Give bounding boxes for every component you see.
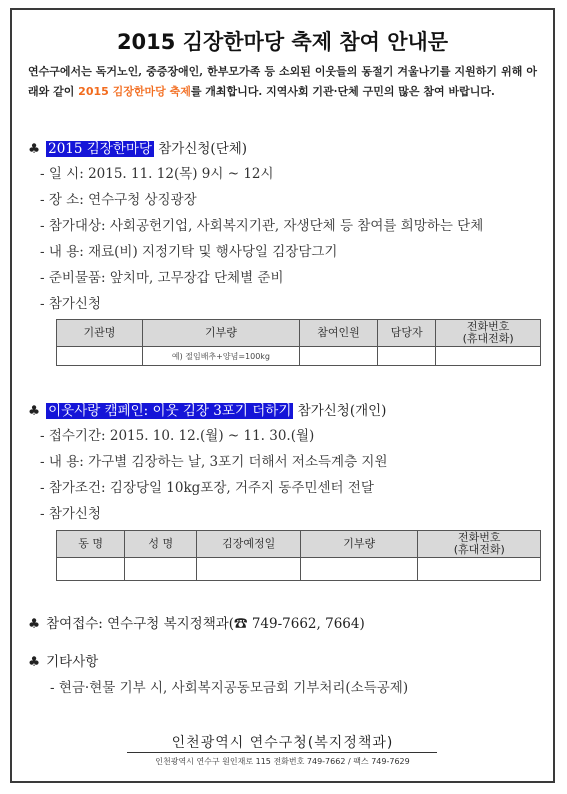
section-1-heading xyxy=(28,137,247,157)
table-cell[interactable] xyxy=(418,558,541,581)
section-2-line-condition: - 참가조건: 김장당일 10kg포장, 거주지 동주민센터 전달 xyxy=(40,480,374,496)
section-2-line-content: - 내 용: 가구별 김장하는 날, 3포기 더해서 저소득계층 지원 xyxy=(40,454,388,470)
section-2-heading xyxy=(28,399,386,419)
intro-text-2: 를 개최합니다. 지역사회 기관·단체 구민의 많은 참여 바랍니다. xyxy=(190,85,495,98)
table-header-cell: 전화번호 (휴대전화) xyxy=(436,320,541,347)
section-1-line-date: - 일 시: 2015. 11. 12(목) 9시 ~ 12시 xyxy=(40,166,274,182)
table-header-row xyxy=(57,531,541,558)
table-cell[interactable] xyxy=(57,347,143,366)
club-bullet-icon: ♣ xyxy=(28,654,41,670)
section-1-line-supplies: - 준비물품: 앞치마, 고무장갑 단체별 준비 xyxy=(40,270,284,286)
table-header-cell: 기부량 xyxy=(301,531,418,558)
intro-paragraph xyxy=(28,62,537,102)
table-header-cell: 동 명 xyxy=(57,531,125,558)
table-cell[interactable] xyxy=(197,558,301,581)
intro-text-1: 에서는 독거노인, 중증장애인, 한부모가족 등 소외된 이웃들의 동절기 겨울나기를 지원하기 위해 아래와 같이 xyxy=(28,65,537,98)
table-header-cell: 기부량 xyxy=(142,320,299,347)
section-1-line-target: - 참가대상: 사회공헌기업, 사회복지기관, 자생단체 등 참여를 희망하는 단체 xyxy=(40,218,484,234)
table-header-row xyxy=(57,320,541,347)
contact-label: 참여접수: 연수구청 복지정책과( xyxy=(46,616,235,632)
section-2-line-apply: - 참가신청 xyxy=(40,506,102,522)
table-cell[interactable] xyxy=(436,347,541,366)
contact-phone: 749-7662, 7664) xyxy=(247,616,365,632)
club-bullet-icon: ♣ xyxy=(28,141,41,157)
club-bullet-icon: ♣ xyxy=(28,616,41,632)
footer-organization: 인천광역시 연수구청(복지정책과) xyxy=(171,735,394,751)
table-header-cell: 담당자 xyxy=(378,320,436,347)
table-header-cell: 성 명 xyxy=(125,531,197,558)
table-cell[interactable]: 예) 절임배추+양념=100kg xyxy=(142,347,299,366)
table-cell[interactable] xyxy=(378,347,436,366)
section-2-line-period: - 접수기간: 2015. 10. 12.(월) ~ 11. 30.(월) xyxy=(40,428,315,444)
page-title: 2015 김장한마당 축제 참여 안내문 xyxy=(116,30,449,54)
section-4-line: - 현금·현물 기부 시, 사회복지공동모금회 기부처리(소득공제) xyxy=(50,680,409,696)
section-2-highlight: 이웃사랑 캠페인: 이웃 김장 3포기 더하기 xyxy=(48,403,292,419)
table-header-cell: 김장예정일 xyxy=(197,531,301,558)
section-1-line-content: - 내 용: 재료(비) 지정기탁 및 행사당일 김장담그기 xyxy=(40,244,338,260)
section-4-title: 기타사항 xyxy=(46,654,99,670)
table-cell[interactable] xyxy=(301,558,418,581)
footer-divider xyxy=(127,752,437,753)
table-header-cell: 참여인원 xyxy=(300,320,378,347)
footer-address: 인천광역시 연수구 원인재로 115 전화번호 749-7662 / 팩스 749-7629 xyxy=(155,757,410,766)
section-1-highlight: 2015 김장한마당 xyxy=(48,141,152,157)
section-2-heading-rest: 참가신청(개인) xyxy=(293,403,387,419)
intro-event-name: 2015 김장한마당 축제 xyxy=(78,85,191,98)
table-cell[interactable] xyxy=(125,558,197,581)
phone-icon: ☎ xyxy=(234,616,248,632)
table-cell[interactable] xyxy=(57,558,125,581)
table-header-cell: 전화번호 (휴대전화) xyxy=(418,531,541,558)
table-cell[interactable] xyxy=(300,347,378,366)
group-application-table xyxy=(56,319,541,366)
individual-application-table xyxy=(56,530,541,581)
table-row xyxy=(57,347,541,366)
section-1-heading-rest: 참가신청(단체) xyxy=(153,141,248,157)
intro-org: 연수구 xyxy=(28,65,60,78)
table-header-cell: 기관명 xyxy=(57,320,143,347)
section-1-line-place: - 장 소: 연수구청 상징광장 xyxy=(40,192,197,208)
document-frame xyxy=(10,8,555,783)
section-3-contact xyxy=(28,612,365,632)
table-row xyxy=(57,558,541,581)
section-4-heading xyxy=(28,650,98,670)
section-1-line-apply: - 참가신청 xyxy=(40,296,102,312)
club-bullet-icon: ♣ xyxy=(28,403,41,419)
